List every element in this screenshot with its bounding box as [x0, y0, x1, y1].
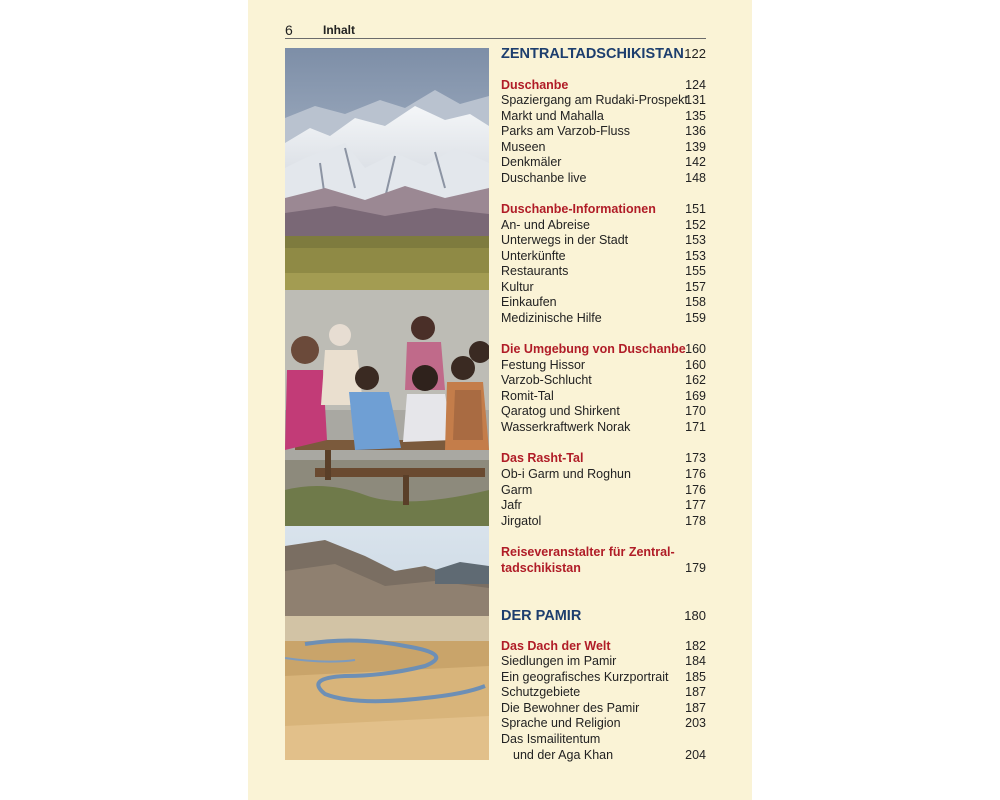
toc-entry-page: 176	[685, 467, 706, 481]
toc-entry-title: Garm	[501, 483, 533, 497]
toc-entry	[501, 139, 706, 155]
toc-entry-title: Qaratog und Shirkent	[501, 404, 620, 418]
toc-entry	[501, 684, 706, 700]
toc-entry-title: Einkaufen	[501, 295, 557, 309]
toc-entry-page: 182	[685, 639, 706, 653]
toc-entry-title: Duschanbe live	[501, 171, 587, 185]
toc-entry-page: 177	[685, 498, 706, 512]
toc-entry	[501, 403, 706, 419]
toc-entry-page: 160	[685, 342, 706, 356]
toc-entry	[501, 638, 706, 654]
children-on-bench-photo	[285, 290, 489, 526]
toc-entry-title: Wasserkraftwerk Norak	[501, 420, 631, 434]
toc-entry-page: 136	[685, 124, 706, 138]
toc-entry	[501, 123, 706, 139]
toc-entry-page: 179	[685, 561, 706, 575]
toc-entry-page: 187	[685, 701, 706, 715]
toc-entry-title: Parks am Varzob-Fluss	[501, 124, 630, 138]
toc-entry	[501, 201, 706, 217]
river-valley-photo	[285, 526, 489, 760]
toc-entry-title: Jafr	[501, 498, 522, 512]
header-rule	[285, 38, 706, 39]
toc-entry-page: 204	[685, 748, 706, 762]
toc-entry-title: Varzob-Schlucht	[501, 373, 592, 387]
toc-entry	[501, 544, 706, 560]
toc-entry-page: 170	[685, 404, 706, 418]
toc-entry	[501, 232, 706, 248]
toc-entry-page: 122	[684, 46, 706, 61]
toc-entry-page: 180	[684, 608, 706, 623]
toc-entry-title: Schutzgebiete	[501, 685, 581, 699]
toc-entry	[501, 450, 706, 466]
toc-entry-page: 184	[685, 654, 706, 668]
toc-entry-title: Restaurants	[501, 264, 569, 278]
toc-entry-title: Das Dach der Welt	[501, 639, 611, 653]
toc-entry	[501, 248, 706, 264]
toc-entry-title: und der Aga Khan	[513, 748, 614, 762]
toc-entry-title: Duschanbe	[501, 78, 569, 92]
toc-entry	[501, 108, 706, 124]
toc-entry	[501, 513, 706, 529]
header-title: Inhalt	[323, 23, 355, 37]
toc-entry-page: 158	[685, 295, 706, 309]
toc-entry-title: tadschikistan	[501, 561, 581, 575]
toc-entry-page: 152	[685, 218, 706, 232]
toc-entry-page: 171	[685, 420, 706, 434]
toc-entry-title: Spaziergang am Rudaki-Prospekt	[501, 93, 688, 107]
toc-entry	[501, 294, 706, 310]
toc-entry-page: 187	[685, 685, 706, 699]
toc-entry-title: Kultur	[501, 280, 534, 294]
toc-entry	[501, 560, 706, 576]
toc-entry-title: Jirgatol	[501, 514, 542, 528]
toc-entry-title: Die Umgebung von Duschanbe	[501, 342, 686, 356]
toc-entry	[501, 419, 706, 435]
toc-entry-title: An- und Abreise	[501, 218, 590, 232]
toc-entry	[501, 700, 706, 716]
toc-entry	[501, 341, 706, 357]
toc-entry-title: Festung Hissor	[501, 358, 586, 372]
toc-entry-title: Unterwegs in der Stadt	[501, 233, 629, 247]
toc-entry-title: Romit-Tal	[501, 389, 554, 403]
toc-entry	[501, 497, 706, 513]
toc-entry-page: 153	[685, 249, 706, 263]
page-header	[285, 22, 706, 38]
toc-entry	[501, 279, 706, 295]
toc-entry	[501, 357, 706, 373]
toc-entry	[501, 715, 706, 731]
toc-entry	[501, 653, 706, 669]
toc-entry-title: Die Bewohner des Pamir	[501, 701, 640, 715]
toc-entry	[501, 92, 706, 108]
toc-entry	[501, 747, 706, 763]
toc-entry-page: 153	[685, 233, 706, 247]
toc-entry-page: 176	[685, 483, 706, 497]
toc-entry-page: 131	[685, 93, 706, 107]
toc-entry-title: Das Rasht-Tal	[501, 451, 584, 465]
toc-entry-page: 151	[685, 202, 706, 216]
toc-entry	[501, 669, 706, 685]
mountain-landscape-photo	[285, 48, 489, 290]
toc-entry-title: Denkmäler	[501, 155, 562, 169]
page-number: 6	[285, 22, 293, 38]
toc-entry	[501, 466, 706, 482]
toc-entry-title: Duschanbe-Informationen	[501, 202, 656, 216]
toc-entry-page: 159	[685, 311, 706, 325]
toc-entry-title: Ob-i Garm und Roghun	[501, 467, 631, 481]
toc-entry-title: Siedlungen im Pamir	[501, 654, 617, 668]
toc-entry-title: Markt und Mahalla	[501, 109, 604, 123]
toc-entry	[501, 731, 706, 747]
toc-entry-page: 169	[685, 389, 706, 403]
toc-entry-page: 160	[685, 358, 706, 372]
toc-entry-page: 139	[685, 140, 706, 154]
toc-entry-title: DER PAMIR	[501, 608, 582, 624]
toc-entry-title: Das Ismailitentum	[501, 732, 601, 746]
toc-entry-title: ZENTRALTADSCHIKISTAN	[501, 46, 684, 62]
toc-entry-page: 173	[685, 451, 706, 465]
toc-entry	[501, 372, 706, 388]
toc-entry	[501, 217, 706, 233]
toc-entry	[501, 482, 706, 498]
toc-entry-title: Medizinische Hilfe	[501, 311, 602, 325]
toc-entry-page: 148	[685, 171, 706, 185]
toc-entry	[501, 263, 706, 279]
toc-entry-page: 185	[685, 670, 706, 684]
toc-entry-title: Sprache und Religion	[501, 716, 621, 730]
toc-entry-page: 142	[685, 155, 706, 169]
toc-entry	[501, 154, 706, 170]
toc-entry-page: 157	[685, 280, 706, 294]
toc-entry	[501, 46, 706, 62]
toc-entry-page: 155	[685, 264, 706, 278]
toc-entry	[501, 77, 706, 93]
toc-entry	[501, 608, 706, 624]
toc-entry-page: 124	[685, 78, 706, 92]
toc-entry-title: Museen	[501, 140, 546, 154]
toc-entry-page: 178	[685, 514, 706, 528]
toc-entry	[501, 310, 706, 326]
toc-entry-title: Reiseveranstalter für Zentral-	[501, 545, 675, 559]
toc-entry-page: 135	[685, 109, 706, 123]
toc-entry-page: 203	[685, 716, 706, 730]
toc-entry	[501, 388, 706, 404]
toc-entry-title: Unterkünfte	[501, 249, 566, 263]
toc-entry	[501, 170, 706, 186]
toc-entry-page: 162	[685, 373, 706, 387]
toc-entry-title: Ein geografisches Kurzportrait	[501, 670, 669, 684]
